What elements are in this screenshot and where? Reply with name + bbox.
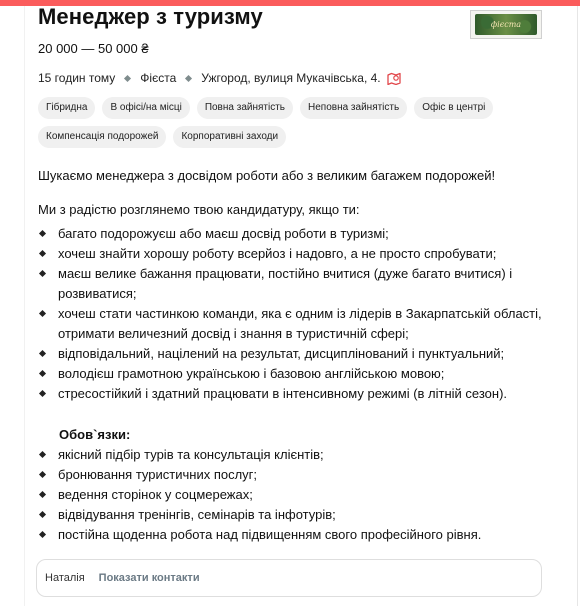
- list-item: маєш велике бажання працювати, постійно вчитися (дуже багато вчитися) і розвиватися;: [38, 264, 548, 304]
- list-item: відвідування тренінгів, семінарів та інфотурів;: [38, 505, 548, 525]
- tag[interactable]: Офіс в центрі: [414, 97, 493, 119]
- job-meta: [38, 71, 401, 85]
- tag[interactable]: Повна зайнятість: [197, 97, 293, 119]
- requirements-list: [38, 224, 548, 404]
- list-item: володієш грамотною українською і базовою англійською мовою;: [38, 364, 548, 384]
- tag[interactable]: Корпоративні заходи: [173, 126, 286, 148]
- list-item: хочеш знайти хорошу роботу всерйоз і надовго, а не просто спробувати;: [38, 244, 548, 264]
- logo-text: фієста: [490, 20, 522, 29]
- list-item: якісний підбір турів та консультація клієнтів;: [38, 445, 548, 465]
- contact-bar: [36, 559, 542, 597]
- list-item: постійна щоденна робота над підвищенням свого професійного рівня.: [38, 525, 548, 545]
- list-item: відповідальний, націлений на результат, дисциплінований і пунктуальний;: [38, 344, 548, 364]
- contact-name: Наталія: [45, 572, 85, 584]
- salary: 20 000 — 50 000 ₴: [38, 41, 149, 56]
- list-item: багато подорожуєш або маєш досвід роботи в туризмі;: [38, 224, 548, 244]
- tag-list: [38, 97, 518, 148]
- tag[interactable]: В офісі/на місці: [102, 97, 189, 119]
- tag[interactable]: Неповна зайнятість: [300, 97, 407, 119]
- job-title: Менеджер з туризму: [38, 4, 263, 29]
- map-icon[interactable]: [387, 72, 401, 85]
- separator-dot-icon: [124, 74, 131, 81]
- posted-time: 15 годин тому: [38, 71, 116, 85]
- list-item: стресостійкий і здатний працювати в інтенсивному режимі (в літній сезон).: [38, 384, 548, 404]
- company-name[interactable]: Фієста: [140, 71, 177, 85]
- separator-dot-icon: [185, 74, 192, 81]
- tag[interactable]: Гібридна: [38, 97, 95, 119]
- list-item: бронювання туристичних послуг;: [38, 465, 548, 485]
- left-divider: [24, 6, 25, 606]
- duties-list: [38, 445, 548, 545]
- job-location: Ужгород, вулиця Мукачівська, 4.: [201, 71, 381, 85]
- show-contacts-button[interactable]: Показати контакти: [98, 572, 200, 584]
- tag[interactable]: Компенсація подорожей: [38, 126, 166, 148]
- requirements-lead: Ми з радістю розглянемо твою кандидатуру, якщо ти:: [38, 202, 360, 217]
- logo-image: [475, 14, 537, 35]
- company-logo[interactable]: [470, 10, 542, 39]
- list-item: ведення сторінок у соцмережах;: [38, 485, 548, 505]
- description-intro: Шукаємо менеджера з досвідом роботи або з великим багажем подорожей!: [38, 168, 496, 183]
- list-item: хочеш стати частинкою команди, яка є одним із лідерів в Закарпатській області, отримати величезний досвід і знання в туристичній сфері;: [38, 304, 548, 344]
- duties-heading: Обов`язки:: [59, 427, 131, 442]
- right-divider: [577, 6, 578, 606]
